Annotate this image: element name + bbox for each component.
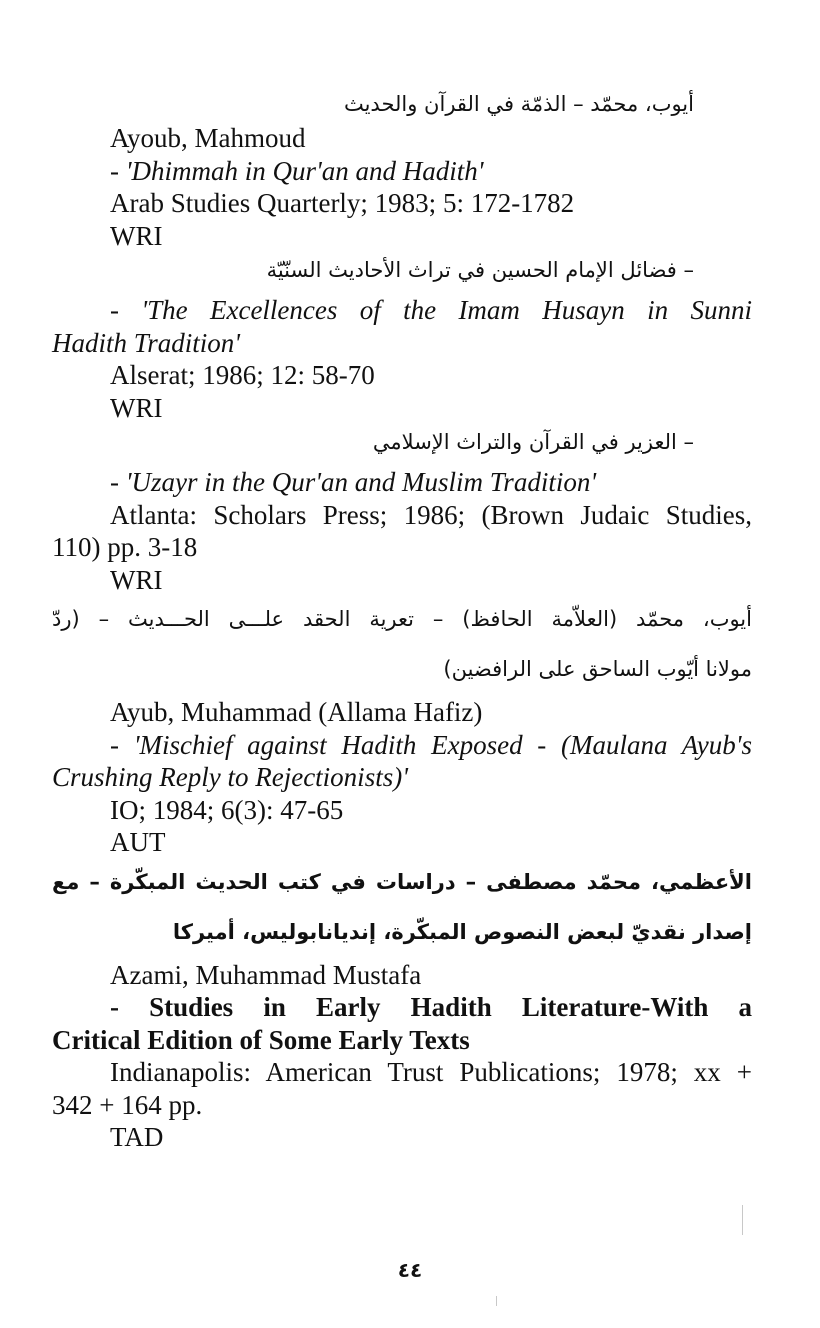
entry-5-arabic-title-line-1: الأعظمي، محمّد مصطفى – دراسات في كتب الحديث المبكّرة – مع (52, 869, 752, 894)
entry-5-code: TAD (110, 1122, 164, 1152)
entry-1-author: Ayoub, Mahmoud (110, 123, 306, 153)
bibliography-page (52, 86, 752, 1154)
entry-3-title: - 'Uzayr in the Qur'an and Muslim Tradition' (110, 467, 597, 497)
entry-2-source: Alserat; 1986; 12: 58-70 (110, 360, 375, 390)
entry-5-source-line-1: Indianapolis: American Trust Publications; 1978; xx + (110, 1057, 752, 1087)
entry-2-title-line-1: - 'The Excellences of the Imam Husayn in Sunni (110, 295, 752, 325)
entry-4-arabic-title-line-1: أيوب، محمّد (العلاّمة الحافظ) – تعرية الحقد علـــى الحـــديث – (ردّ (52, 607, 752, 631)
scan-mark (496, 1296, 497, 1306)
entry-2-code: WRI (110, 392, 163, 423)
entry-5-source-line-2: 342 + 164 pp. (52, 1089, 203, 1120)
scan-mark (742, 1205, 743, 1235)
entry-1-title: - 'Dhimmah in Qur'an and Hadith' (110, 155, 484, 186)
entry-2-arabic-title: – فضائل الإمام الحسين في تراث الأحاديث السنّيّة (266, 258, 694, 282)
entry-4-source: IO; 1984; 6(3): 47-65 (110, 794, 344, 825)
entry-5-arabic-title-line-2: إصدار نقديّ لبعض النصوص المبكّرة، إنديانابوليس، أميركا (172, 919, 752, 944)
entry-1-source: Arab Studies Quarterly; 1983; 5: 172-1782 (110, 188, 575, 218)
entry-3-arabic-title: – العزير في القرآن والتراث الإسلامي (372, 430, 694, 454)
entry-4-code: AUT (110, 827, 166, 857)
entry-3-source-line-1: Atlanta: Scholars Press; 1986; (Brown Judaic Studies, (110, 499, 752, 530)
entry-3-code: WRI (110, 564, 163, 595)
entry-5-author: Azami, Muhammad Mustafa (110, 959, 422, 990)
entry-4-title-line-1: - 'Mischief against Hadith Exposed - (Maulana Ayub's (110, 729, 752, 760)
entry-5-title-line-2: Critical Edition of Some Early Texts (52, 1024, 470, 1055)
entry-1-arabic-title: أيوب، محمّد – الذمّة في القرآن والحديث (343, 92, 694, 116)
entry-1-code: WRI (110, 220, 163, 251)
entry-5-title-line-1: - Studies in Early Hadith Literature-With a (110, 992, 752, 1022)
entry-4-arabic-title-line-2: مولانا أيّوب الساحق على الرافضين) (443, 657, 752, 681)
entry-3-source-line-2: 110) pp. 3-18 (52, 532, 198, 562)
entry-4-title-line-2: Crushing Reply to Rejectionists)' (52, 762, 408, 792)
entry-2-title-line-2: Hadith Tradition' (52, 327, 241, 358)
page-number: ٤٤ (397, 1258, 423, 1282)
entry-4-author: Ayub, Muhammad (Allama Hafiz) (110, 697, 483, 727)
